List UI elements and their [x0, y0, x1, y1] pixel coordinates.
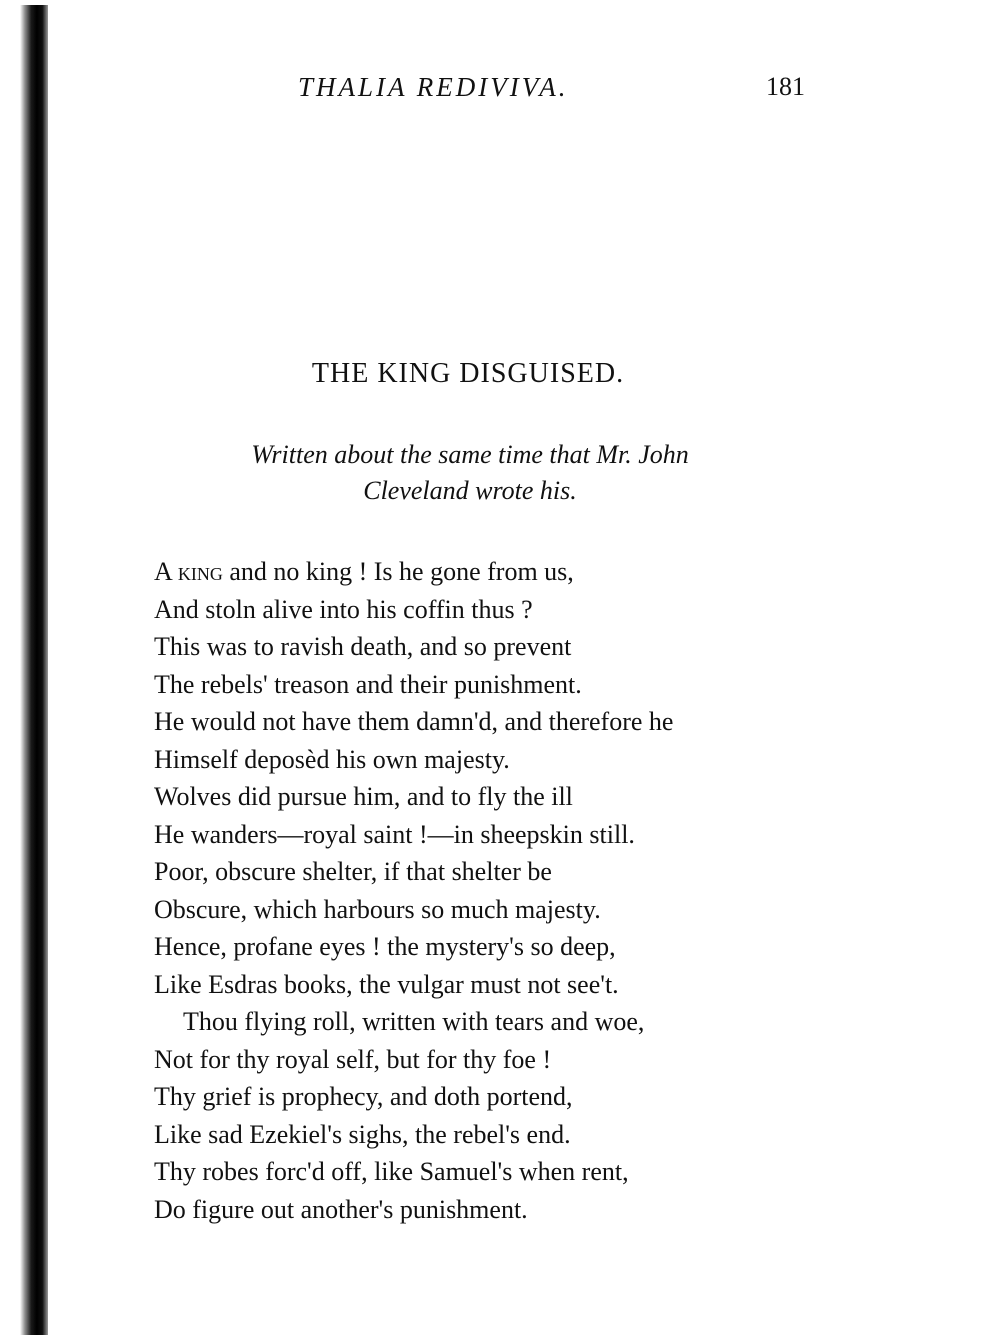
poem-line: He would not have them damn'd, and therefore he [154, 707, 674, 736]
poem-line: Obscure, which harbours so much majesty. [154, 894, 601, 924]
running-head: THALIA REDIVIVA. [298, 72, 569, 102]
poem-line: He wanders—royal saint !—in sheepskin still. [154, 819, 635, 849]
poem-line: Himself deposèd his own majesty. [154, 744, 510, 774]
poem-line: This was to ravish death, and so prevent [154, 632, 572, 661]
poem-line: The rebels' treason and their punishment. [154, 669, 582, 699]
poem-line [154, 553, 673, 591]
poem-subtitle [0, 437, 940, 509]
poem-line-indented: Thou flying roll, written with tears and woe, [183, 1007, 645, 1036]
poem-line: Like sad Ezekiel's sighs, the rebel's end. [154, 1119, 571, 1149]
page-number: 181 [766, 72, 805, 101]
poem-line: And stoln alive into his coffin thus ? [154, 594, 533, 624]
poem-line: Wolves did pursue him, and to fly the ill [154, 782, 573, 811]
poem-body [154, 553, 673, 1228]
poem-line-small-caps: king [177, 557, 223, 586]
poem-title: THE KING DISGUISED. [311, 358, 625, 389]
poem-line: Thy grief is prophecy, and doth portend, [154, 1082, 573, 1111]
subtitle-line: Cleveland wrote his. [363, 476, 577, 505]
poem-line: Do figure out another's punishment. [154, 1194, 528, 1224]
subtitle-line: Written about the same time that Mr. John [251, 440, 689, 469]
poem-line: Not for thy royal self, but for thy foe ! [154, 1044, 552, 1074]
book-binding-edge [20, 5, 48, 1335]
poem-line: Poor, obscure shelter, if that shelter be [154, 857, 552, 886]
poem-line: Thy robes forc'd off, like Samuel's when rent, [154, 1157, 629, 1186]
poem-line-rest: and no king ! Is he gone from us, [222, 557, 574, 586]
poem-line: Like Esdras books, the vulgar must not see't. [154, 969, 619, 999]
poem-line-opening: A [154, 557, 178, 586]
poem-line: Hence, profane eyes ! the mystery's so deep, [154, 932, 616, 961]
